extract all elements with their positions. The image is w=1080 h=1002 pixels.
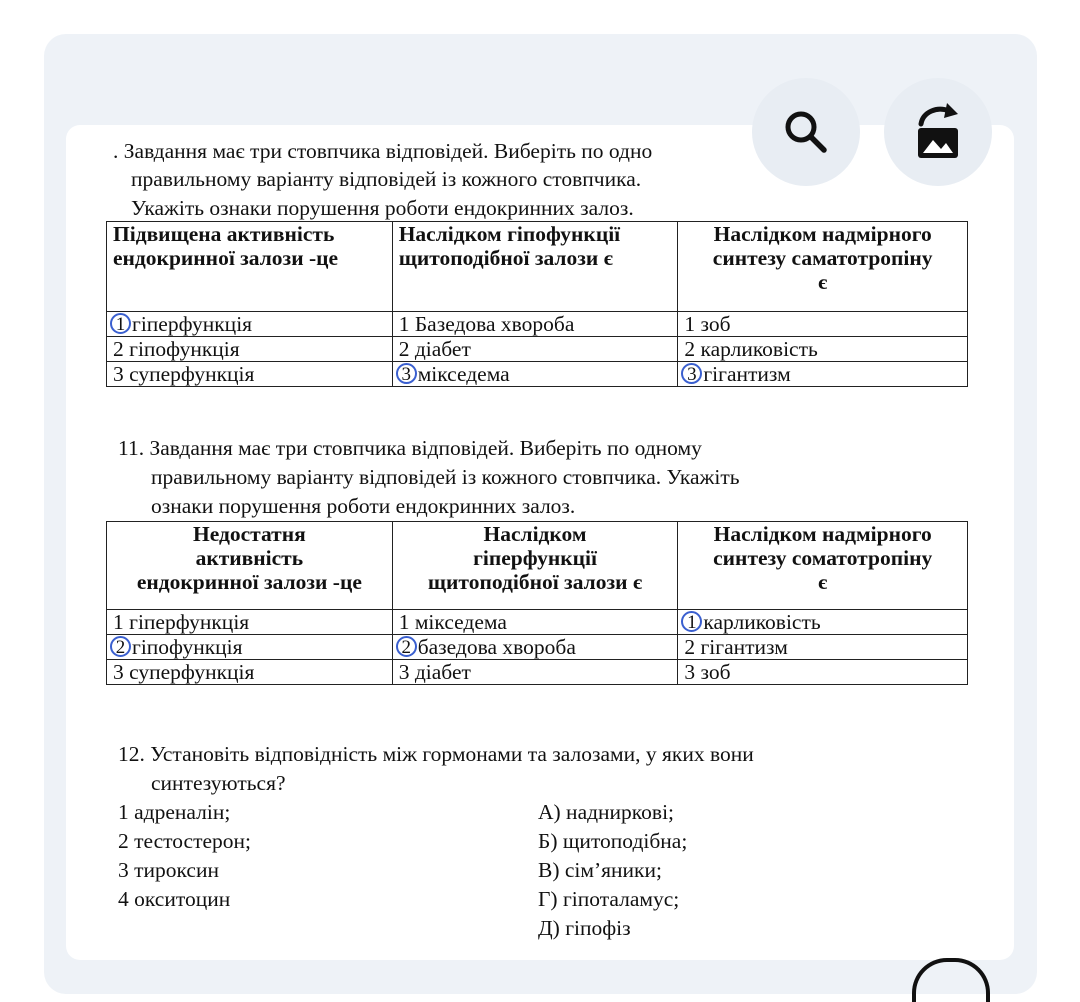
search-icon — [780, 106, 832, 158]
hormone-item: 4 окситоцин — [118, 887, 231, 911]
circle-mark: 1 — [681, 611, 702, 632]
table-row — [107, 337, 968, 362]
q11-header-1: Недостатня активність ендокринної залози -це — [107, 522, 393, 610]
gland-item: В) сім’яники; — [538, 858, 662, 882]
q10-intro-line1: . Завдання має три стовпчика відповідей. Виберіть по одно — [113, 139, 653, 163]
q11-intro-line2: правильному варіанту відповідей із кожного стовпчика. Укажіть — [151, 465, 740, 489]
rotate-image-button[interactable] — [884, 78, 992, 186]
table-row — [107, 635, 968, 660]
q12-line1: 12. Установіть відповідність між гормонами та залозами, у яких вони — [118, 742, 754, 766]
q10-header-3: Наслідком надмірного синтезу саматотропіну є — [678, 222, 968, 312]
circle-mark: 1 — [110, 313, 131, 334]
circle-mark: 3 — [681, 363, 702, 384]
q10-cell-1-3: 1 зоб — [678, 312, 968, 337]
q11-cell-2-1: 2 гіпофункція — [107, 635, 393, 660]
circle-mark: 2 — [110, 636, 131, 657]
q10-cell-3-1: 3 суперфункція — [107, 362, 393, 387]
q10-header-2: Наслідком гіпофункції щитоподібної залози є — [392, 222, 678, 312]
q10-table — [106, 221, 968, 387]
q10-intro-line3: Укажіть ознаки порушення роботи ендокринних залоз. — [131, 196, 634, 220]
q11-cell-3-2: 3 діабет — [392, 660, 678, 685]
circle-mark: 3 — [396, 363, 417, 384]
q10-cell-1-2: 1 Базедова хвороба — [392, 312, 678, 337]
q10-cell-3-3: 3 гігантизм — [678, 362, 968, 387]
hormone-item: 1 адреналін; — [118, 800, 231, 824]
q11-cell-1-1: 1 гіперфункція — [107, 610, 393, 635]
q10-cell-2-1: 2 гіпофункція — [107, 337, 393, 362]
gland-item: Г) гіпоталамус; — [538, 887, 680, 911]
rotate-image-icon — [911, 102, 965, 162]
q10-intro-line2: правильному варіанту відповідей із кожного стовпчика. — [131, 167, 642, 191]
table-row — [107, 362, 968, 387]
table-row — [107, 660, 968, 685]
table-row — [107, 312, 968, 337]
q10-cell-3-2: 3 мікседема — [392, 362, 678, 387]
q10-header-1: Підвищена активність ендокринної залози -це — [107, 222, 393, 312]
hormone-item: 2 тестостерон; — [118, 829, 251, 853]
q11-cell-1-2: 1 мікседема — [392, 610, 678, 635]
circle-mark: 2 — [396, 636, 417, 657]
q11-cell-1-3: 1 карликовість — [678, 610, 968, 635]
hormone-item: 3 тироксин — [118, 858, 219, 882]
q10-cell-1-1: 1 гіперфункція — [107, 312, 393, 337]
gland-item: Б) щитоподібна; — [538, 829, 688, 853]
q11-header-2: Наслідком гіперфункції щитоподібної залози є — [392, 522, 678, 610]
q10-cell-2-2: 2 діабет — [392, 337, 678, 362]
q11-table — [106, 521, 968, 685]
q11-cell-2-3: 2 гігантизм — [678, 635, 968, 660]
q11-intro-line3: ознаки порушення роботи ендокринних залоз. — [151, 494, 576, 518]
q11-cell-2-2: 2 базедова хвороба — [392, 635, 678, 660]
q11-cell-3-1: 3 суперфункція — [107, 660, 393, 685]
search-button[interactable] — [752, 78, 860, 186]
gland-item: Д) гіпофіз — [538, 916, 631, 940]
q11-header-3: Наслідком надмірного синтезу соматотропіну є — [678, 522, 968, 610]
q12-line2: синтезуються? — [151, 771, 286, 795]
q11-intro-line1: 11. Завдання має три стовпчика відповідей. Виберіть по одному — [118, 436, 702, 460]
table-row — [107, 610, 968, 635]
q11-cell-3-3: 3 зоб — [678, 660, 968, 685]
q10-cell-2-3: 2 карликовість — [678, 337, 968, 362]
gland-item: А) надниркові; — [538, 800, 675, 824]
